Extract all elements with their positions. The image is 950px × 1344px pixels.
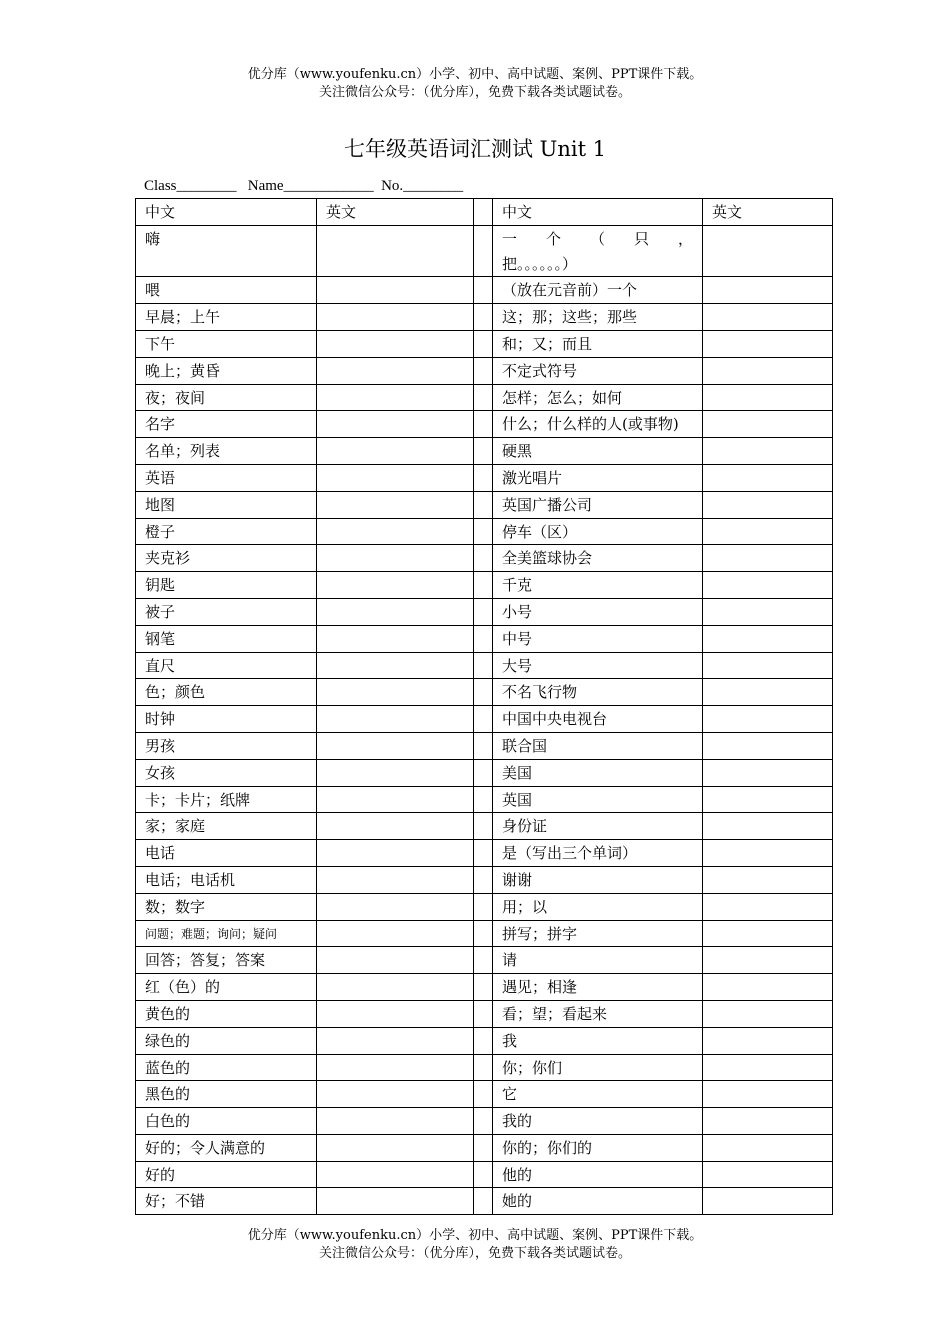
left-chinese-cell: 色；颜色 bbox=[136, 679, 317, 706]
table-row bbox=[136, 330, 833, 357]
right-chinese-cell: 停车（区） bbox=[493, 518, 703, 545]
left-english-answer-cell[interactable] bbox=[317, 572, 474, 599]
table-row bbox=[136, 598, 833, 625]
right-english-answer-cell[interactable] bbox=[703, 304, 833, 331]
header-line-2: 关注微信公众号：（优分库），免费下载各类试题试卷。 bbox=[318, 85, 631, 100]
column-gap bbox=[474, 1134, 493, 1161]
table-row bbox=[136, 1188, 833, 1215]
table-header-row bbox=[136, 199, 833, 226]
left-chinese-cell: 钢笔 bbox=[136, 625, 317, 652]
right-english-answer-cell[interactable] bbox=[703, 1108, 833, 1135]
left-chinese-cell: 英语 bbox=[136, 464, 317, 491]
right-chinese-text-line-1: 一 个 （ 只 ， bbox=[502, 229, 693, 248]
left-chinese-cell: 钥匙 bbox=[136, 572, 317, 599]
right-chinese-cell: 用；以 bbox=[493, 893, 703, 920]
left-english-answer-cell[interactable] bbox=[317, 652, 474, 679]
table-row bbox=[136, 1161, 833, 1188]
column-gap bbox=[474, 545, 493, 572]
page-footer bbox=[0, 1227, 950, 1263]
right-chinese-cell: 中国中央电视台 bbox=[493, 706, 703, 733]
right-chinese-text-line-2: 把。。。。。。） bbox=[502, 254, 578, 273]
right-english-answer-cell[interactable] bbox=[703, 464, 833, 491]
left-chinese-cell: 家；家庭 bbox=[136, 813, 317, 840]
header-line-1: 优分库（www.youfenku.cn）小学、初中、高中试题、案例、PPT课件下载。 bbox=[247, 67, 703, 82]
right-chinese-cell: 请 bbox=[493, 947, 703, 974]
right-chinese-cell: 这；那；这些；那些 bbox=[493, 304, 703, 331]
right-english-answer-cell[interactable] bbox=[703, 679, 833, 706]
left-english-answer-cell[interactable] bbox=[317, 545, 474, 572]
column-gap bbox=[474, 679, 493, 706]
right-chinese-cell: 大号 bbox=[493, 652, 703, 679]
right-chinese-cell: 千克 bbox=[493, 572, 703, 599]
right-chinese-cell: 我 bbox=[493, 1027, 703, 1054]
header-left-english: 英文 bbox=[317, 199, 474, 226]
column-gap bbox=[474, 974, 493, 1001]
left-english-answer-cell[interactable] bbox=[317, 920, 474, 947]
right-english-answer-cell[interactable] bbox=[703, 706, 833, 733]
header-left-chinese: 中文 bbox=[136, 199, 317, 226]
table-row bbox=[136, 1054, 833, 1081]
column-gap bbox=[474, 1081, 493, 1108]
column-gap bbox=[474, 732, 493, 759]
left-english-answer-cell[interactable] bbox=[317, 1161, 474, 1188]
table-row bbox=[136, 572, 833, 599]
column-gap bbox=[474, 947, 493, 974]
right-chinese-cell: 什么；什么样的人(或事物) bbox=[493, 411, 703, 438]
table-row bbox=[136, 277, 833, 304]
right-english-answer-cell[interactable] bbox=[703, 1000, 833, 1027]
column-gap bbox=[474, 920, 493, 947]
column-gap bbox=[474, 840, 493, 867]
right-english-answer-cell[interactable] bbox=[703, 786, 833, 813]
right-english-answer-cell[interactable] bbox=[703, 652, 833, 679]
right-english-answer-cell[interactable] bbox=[703, 330, 833, 357]
table-row bbox=[136, 1000, 833, 1027]
left-english-answer-cell[interactable] bbox=[317, 947, 474, 974]
right-english-answer-cell[interactable] bbox=[703, 1161, 833, 1188]
right-chinese-cell: 不名飞行物 bbox=[493, 679, 703, 706]
table-row bbox=[136, 225, 833, 277]
right-english-answer-cell[interactable] bbox=[703, 491, 833, 518]
left-chinese-cell: 黑色的 bbox=[136, 1081, 317, 1108]
left-english-answer-cell[interactable] bbox=[317, 974, 474, 1001]
table-row bbox=[136, 974, 833, 1001]
column-gap bbox=[474, 1108, 493, 1135]
right-english-answer-cell[interactable] bbox=[703, 1134, 833, 1161]
column-gap bbox=[474, 1000, 493, 1027]
right-english-answer-cell[interactable] bbox=[703, 732, 833, 759]
table-row bbox=[136, 625, 833, 652]
left-english-answer-cell[interactable] bbox=[317, 893, 474, 920]
right-english-answer-cell[interactable] bbox=[703, 893, 833, 920]
header-right-chinese: 中文 bbox=[493, 199, 703, 226]
table-row bbox=[136, 304, 833, 331]
right-chinese-cell: 身份证 bbox=[493, 813, 703, 840]
right-chinese-cell: 英国广播公司 bbox=[493, 491, 703, 518]
left-english-answer-cell[interactable] bbox=[317, 225, 474, 277]
column-gap bbox=[474, 518, 493, 545]
left-chinese-cell: 黄色的 bbox=[136, 1000, 317, 1027]
right-english-answer-cell[interactable] bbox=[703, 1054, 833, 1081]
column-gap bbox=[474, 1188, 493, 1215]
right-english-answer-cell[interactable] bbox=[703, 384, 833, 411]
table-row bbox=[136, 920, 833, 947]
right-english-answer-cell[interactable] bbox=[703, 357, 833, 384]
right-chinese-cell: 谢谢 bbox=[493, 866, 703, 893]
right-chinese-cell: 硬黑 bbox=[493, 438, 703, 465]
student-info-line: Class________ Name____________ No.________ bbox=[144, 178, 464, 194]
right-english-answer-cell[interactable] bbox=[703, 1027, 833, 1054]
left-chinese-cell: 嗨 bbox=[136, 225, 317, 277]
column-gap bbox=[474, 625, 493, 652]
left-english-answer-cell[interactable] bbox=[317, 1108, 474, 1135]
left-english-answer-cell[interactable] bbox=[317, 277, 474, 304]
right-chinese-cell: （放在元音前）一个 bbox=[493, 277, 703, 304]
left-english-answer-cell[interactable] bbox=[317, 732, 474, 759]
right-english-answer-cell[interactable] bbox=[703, 920, 833, 947]
right-english-answer-cell[interactable] bbox=[703, 759, 833, 786]
column-gap bbox=[474, 759, 493, 786]
right-chinese-cell: 我的 bbox=[493, 1108, 703, 1135]
right-chinese-cell: 全美篮球协会 bbox=[493, 545, 703, 572]
table-row bbox=[136, 545, 833, 572]
right-english-answer-cell[interactable] bbox=[703, 277, 833, 304]
left-chinese-cell: 好的 bbox=[136, 1161, 317, 1188]
left-chinese-cell: 回答；答复；答案 bbox=[136, 947, 317, 974]
right-english-answer-cell[interactable] bbox=[703, 1081, 833, 1108]
right-chinese-cell: 你；你们 bbox=[493, 1054, 703, 1081]
column-gap bbox=[474, 572, 493, 599]
left-chinese-cell: 晚上；黄昏 bbox=[136, 357, 317, 384]
table-row bbox=[136, 384, 833, 411]
column-gap bbox=[474, 464, 493, 491]
column-gap bbox=[474, 1054, 493, 1081]
left-english-answer-cell[interactable] bbox=[317, 1188, 474, 1215]
left-chinese-cell: 喂 bbox=[136, 277, 317, 304]
table-row bbox=[136, 518, 833, 545]
table-row bbox=[136, 947, 833, 974]
right-chinese-cell: 中号 bbox=[493, 625, 703, 652]
table-row bbox=[136, 491, 833, 518]
left-english-answer-cell[interactable] bbox=[317, 357, 474, 384]
left-english-answer-cell[interactable] bbox=[317, 464, 474, 491]
table-row bbox=[136, 1081, 833, 1108]
right-chinese-cell: 联合国 bbox=[493, 732, 703, 759]
right-chinese-cell: 拼写；拼字 bbox=[493, 920, 703, 947]
column-gap bbox=[474, 866, 493, 893]
right-english-answer-cell[interactable] bbox=[703, 438, 833, 465]
left-chinese-cell: 下午 bbox=[136, 330, 317, 357]
left-chinese-cell: 时钟 bbox=[136, 706, 317, 733]
table-row bbox=[136, 893, 833, 920]
right-english-answer-cell[interactable] bbox=[703, 1188, 833, 1215]
footer-line-2: 关注微信公众号：（优分库），免费下载各类试题试卷。 bbox=[318, 1246, 631, 1261]
left-chinese-cell: 女孩 bbox=[136, 759, 317, 786]
table-row bbox=[136, 1108, 833, 1135]
table-row bbox=[136, 652, 833, 679]
column-gap bbox=[474, 786, 493, 813]
right-english-answer-cell[interactable] bbox=[703, 813, 833, 840]
table-row bbox=[136, 411, 833, 438]
table-row bbox=[136, 464, 833, 491]
column-gap bbox=[474, 330, 493, 357]
left-chinese-cell: 名单；列表 bbox=[136, 438, 317, 465]
left-english-answer-cell[interactable] bbox=[317, 518, 474, 545]
table-row bbox=[136, 679, 833, 706]
left-chinese-cell: 男孩 bbox=[136, 732, 317, 759]
column-gap bbox=[474, 357, 493, 384]
left-chinese-cell: 数；数字 bbox=[136, 893, 317, 920]
right-chinese-cell: 和；又；而且 bbox=[493, 330, 703, 357]
table-row bbox=[136, 1134, 833, 1161]
left-chinese-cell: 蓝色的 bbox=[136, 1054, 317, 1081]
column-gap bbox=[474, 199, 493, 226]
left-chinese-cell: 红（色）的 bbox=[136, 974, 317, 1001]
column-gap bbox=[474, 598, 493, 625]
right-chinese-cell: 你的；你们的 bbox=[493, 1134, 703, 1161]
right-english-answer-cell[interactable] bbox=[703, 225, 833, 277]
right-english-answer-cell[interactable] bbox=[703, 866, 833, 893]
table-row bbox=[136, 438, 833, 465]
left-chinese-cell: 地图 bbox=[136, 491, 317, 518]
right-english-answer-cell[interactable] bbox=[703, 572, 833, 599]
right-chinese-cell: 它 bbox=[493, 1081, 703, 1108]
column-gap bbox=[474, 893, 493, 920]
column-gap bbox=[474, 304, 493, 331]
left-chinese-cell: 白色的 bbox=[136, 1108, 317, 1135]
left-english-answer-cell[interactable] bbox=[317, 625, 474, 652]
left-english-answer-cell[interactable] bbox=[317, 786, 474, 813]
right-english-answer-cell[interactable] bbox=[703, 840, 833, 867]
right-chinese-cell: 她的 bbox=[493, 1188, 703, 1215]
left-english-answer-cell[interactable] bbox=[317, 330, 474, 357]
left-english-answer-cell[interactable] bbox=[317, 1054, 474, 1081]
page-title: 七年级英语词汇测试 Unit 1 bbox=[343, 137, 607, 161]
left-english-answer-cell[interactable] bbox=[317, 491, 474, 518]
footer-line-1: 优分库（www.youfenku.cn）小学、初中、高中试题、案例、PPT课件下载。 bbox=[247, 1228, 703, 1243]
left-chinese-cell: 名字 bbox=[136, 411, 317, 438]
column-gap bbox=[474, 1161, 493, 1188]
left-english-answer-cell[interactable] bbox=[317, 813, 474, 840]
table-row bbox=[136, 866, 833, 893]
table-row bbox=[136, 840, 833, 867]
left-chinese-cell: 早晨；上午 bbox=[136, 304, 317, 331]
left-english-answer-cell[interactable] bbox=[317, 706, 474, 733]
left-chinese-cell: 橙子 bbox=[136, 518, 317, 545]
left-english-answer-cell[interactable] bbox=[317, 411, 474, 438]
left-chinese-cell: 问题；难题；询问；疑问 bbox=[136, 920, 317, 947]
column-gap bbox=[474, 1027, 493, 1054]
right-chinese-cell: 是（写出三个单词） bbox=[493, 840, 703, 867]
column-gap bbox=[474, 225, 493, 277]
left-chinese-cell: 直尺 bbox=[136, 652, 317, 679]
left-english-answer-cell[interactable] bbox=[317, 598, 474, 625]
right-english-answer-cell[interactable] bbox=[703, 974, 833, 1001]
right-chinese-cell: 怎样；怎么；如何 bbox=[493, 384, 703, 411]
left-chinese-cell: 好的；令人满意的 bbox=[136, 1134, 317, 1161]
left-chinese-cell: 被子 bbox=[136, 598, 317, 625]
table-row bbox=[136, 357, 833, 384]
left-english-answer-cell[interactable] bbox=[317, 759, 474, 786]
right-chinese-cell: 小号 bbox=[493, 598, 703, 625]
left-chinese-cell: 卡；卡片；纸牌 bbox=[136, 786, 317, 813]
right-chinese-cell: 美国 bbox=[493, 759, 703, 786]
right-chinese-cell: 英国 bbox=[493, 786, 703, 813]
left-chinese-cell: 电话 bbox=[136, 840, 317, 867]
page-header bbox=[0, 66, 950, 102]
right-chinese-cell: 他的 bbox=[493, 1161, 703, 1188]
right-chinese-cell: 看；望；看起来 bbox=[493, 1000, 703, 1027]
left-chinese-cell: 夹克衫 bbox=[136, 545, 317, 572]
table-row bbox=[136, 1027, 833, 1054]
left-english-answer-cell[interactable] bbox=[317, 866, 474, 893]
column-gap bbox=[474, 411, 493, 438]
left-english-answer-cell[interactable] bbox=[317, 304, 474, 331]
header-right-english: 英文 bbox=[703, 199, 833, 226]
column-gap bbox=[474, 277, 493, 304]
right-english-answer-cell[interactable] bbox=[703, 947, 833, 974]
column-gap bbox=[474, 652, 493, 679]
column-gap bbox=[474, 706, 493, 733]
table-row bbox=[136, 813, 833, 840]
right-chinese-cell: 遇见；相逢 bbox=[493, 974, 703, 1001]
left-english-answer-cell[interactable] bbox=[317, 1000, 474, 1027]
vocabulary-table bbox=[135, 198, 833, 1215]
left-chinese-cell: 夜；夜间 bbox=[136, 384, 317, 411]
column-gap bbox=[474, 438, 493, 465]
column-gap bbox=[474, 384, 493, 411]
left-english-answer-cell[interactable] bbox=[317, 679, 474, 706]
table-row bbox=[136, 759, 833, 786]
left-english-answer-cell[interactable] bbox=[317, 1134, 474, 1161]
right-english-answer-cell[interactable] bbox=[703, 545, 833, 572]
table-row bbox=[136, 732, 833, 759]
left-english-answer-cell[interactable] bbox=[317, 1027, 474, 1054]
right-chinese-cell: 不定式符号 bbox=[493, 357, 703, 384]
left-chinese-cell: 好；不错 bbox=[136, 1188, 317, 1215]
left-chinese-cell: 电话；电话机 bbox=[136, 866, 317, 893]
left-chinese-cell: 绿色的 bbox=[136, 1027, 317, 1054]
table-row bbox=[136, 786, 833, 813]
right-english-answer-cell[interactable] bbox=[703, 518, 833, 545]
right-english-answer-cell[interactable] bbox=[703, 411, 833, 438]
column-gap bbox=[474, 813, 493, 840]
table-row bbox=[136, 706, 833, 733]
right-chinese-cell bbox=[493, 225, 703, 277]
right-english-answer-cell[interactable] bbox=[703, 625, 833, 652]
right-english-answer-cell[interactable] bbox=[703, 598, 833, 625]
left-english-answer-cell[interactable] bbox=[317, 840, 474, 867]
left-english-answer-cell[interactable] bbox=[317, 384, 474, 411]
right-chinese-cell: 激光唱片 bbox=[493, 464, 703, 491]
left-english-answer-cell[interactable] bbox=[317, 1081, 474, 1108]
column-gap bbox=[474, 491, 493, 518]
left-english-answer-cell[interactable] bbox=[317, 438, 474, 465]
